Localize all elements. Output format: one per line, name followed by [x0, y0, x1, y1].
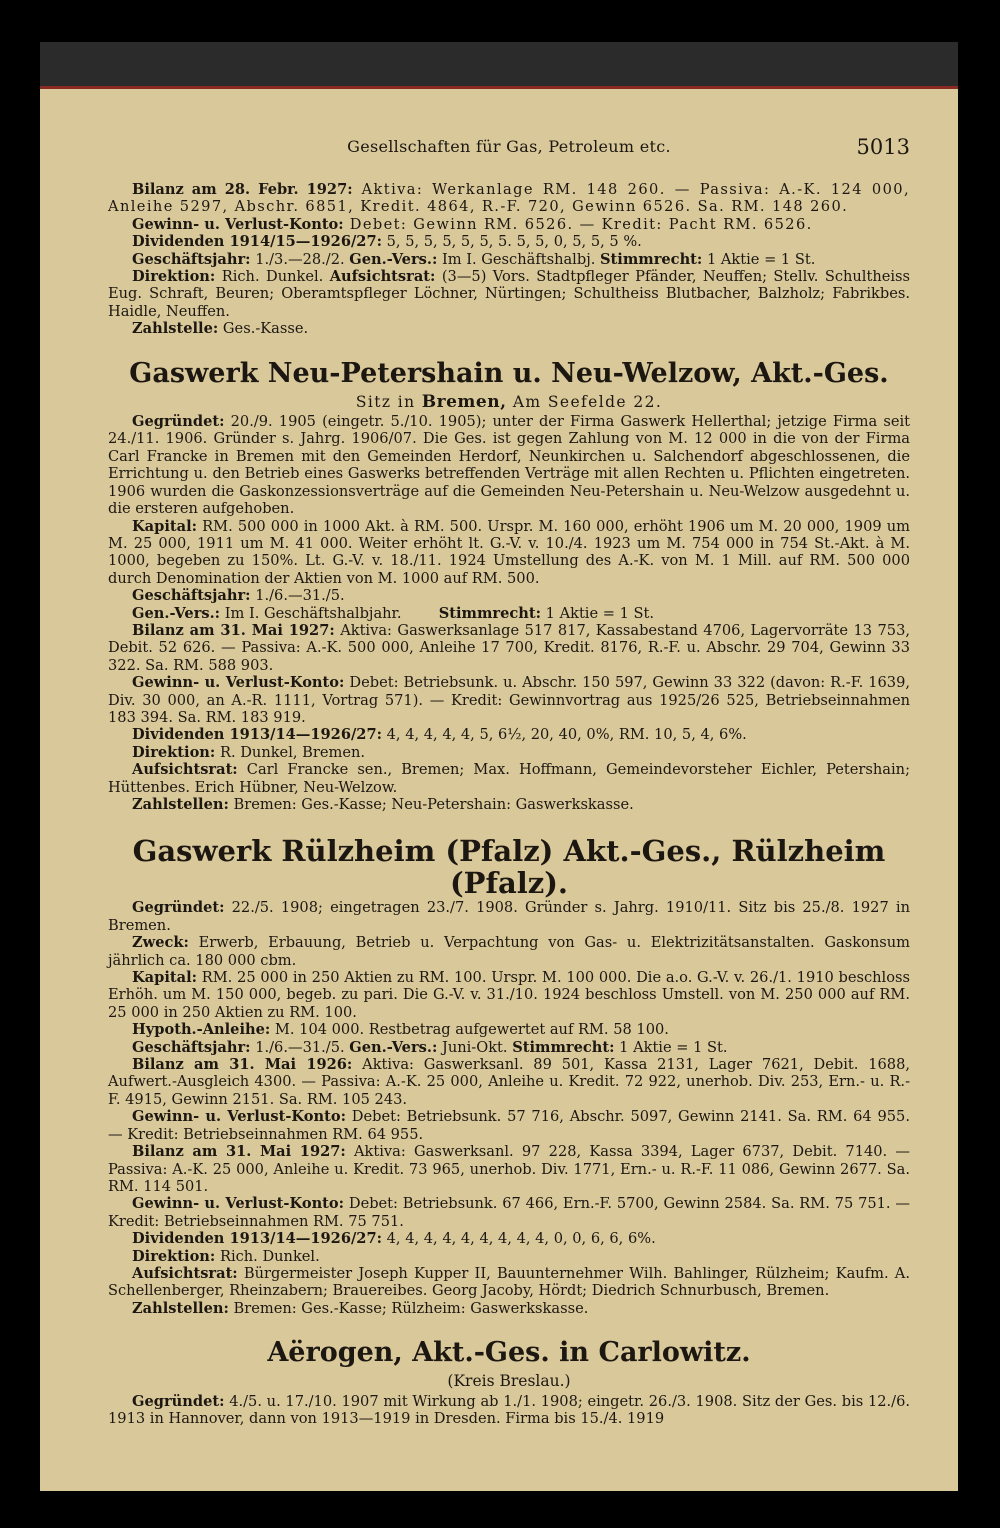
entry-text: R. Dunkel, Bremen.: [215, 743, 365, 761]
entry-text: Aktiva: Gaswerksanl. 97 228, Kassa 3394, Lager 6737, Debit. 7140. — Passiva: A.-K. 25 000, Anleihe u. Kredit. 73 965, unerhob. Div. 1771, Ern.- u. R.-F. 11 086, Gewinn 2677. Sa. RM. 114 501.: [108, 1143, 910, 1195]
entry-label: Gen.-Vers.:: [349, 1038, 438, 1056]
entry-text: 1 Aktie = 1 St.: [614, 1038, 728, 1056]
entry-label: Gen.-Vers.:: [132, 604, 221, 622]
entry-text: 1 Aktie = 1 St.: [541, 604, 655, 622]
page-number: 5013: [856, 135, 910, 159]
entry-label: Aufsichtsrat:: [132, 1264, 238, 1282]
entry-paragraph: [108, 605, 910, 622]
entry-text: Debet: Betriebsunk. 67 466, Ern.-F. 5700, Gewinn 2584. Sa. RM. 75 751. — Kredit: Betriebseinnahmen RM. 75 751.: [108, 1195, 910, 1230]
entry-paragraph: [108, 233, 910, 250]
entry-label: Kapital:: [132, 517, 198, 535]
entry-paragraph: [108, 1300, 910, 1317]
entry-paragraph: [108, 181, 910, 216]
entry-paragraph: [108, 251, 910, 268]
entry-label: Direktion:: [132, 268, 216, 286]
entry-text: Rich. Dunkel.: [215, 1247, 320, 1265]
entry-paragraph: [108, 268, 910, 320]
entry-text: 4, 4, 4, 4, 4, 5, 6½, 20, 40, 0%, RM. 10, 5, 4, 6%.: [382, 726, 747, 744]
entry-text: 5, 5, 5, 5, 5, 5, 5. 5, 5, 0, 5, 5, 5 %.: [382, 233, 642, 251]
seat-city: Bremen,: [421, 391, 507, 412]
entry-label: Zahlstellen:: [132, 796, 229, 813]
company-heading: Aërogen, Akt.-Ges. in Carlowitz.: [267, 1337, 751, 1369]
entry-label: Geschäftsjahr:: [132, 250, 251, 268]
entry-label: Dividenden 1913/14—1926/27:: [132, 726, 382, 744]
entry-paragraph: [108, 1265, 910, 1300]
entry-text: 1./6.—31./5.: [250, 587, 345, 605]
running-header: [108, 137, 910, 163]
entry-paragraph: [108, 1393, 910, 1428]
book-binding: [40, 42, 958, 89]
company-seat: [108, 391, 910, 412]
entry-paragraph: [108, 1230, 910, 1247]
entry-paragraph: [108, 216, 910, 233]
entry-text: Im I. Geschäftshalbj.: [437, 250, 600, 268]
entry-label: Bilanz am 28. Febr. 1927:: [132, 181, 353, 198]
entry-paragraph: [108, 899, 910, 934]
entry-label: Gegründet:: [132, 899, 225, 917]
entry-label: Direktion:: [132, 743, 216, 761]
entry-text: Debet: Betriebsunk. u. Abschr. 150 597, Gewinn 33 322 (davon: R.-F. 1639, Div. 30 000, an A.-R. 1111, Vortrag 571). — Kredit: Gewinnvortrag aus 1925/26 525, Betriebseinnahmen 183 394. Sa. RM. 183 919.: [108, 674, 911, 726]
entry-paragraph: [108, 1143, 910, 1195]
entry-paragraph: [108, 674, 910, 726]
entry-label: Gewinn- u. Verlust-Konto:: [132, 1195, 345, 1213]
entry-label: Bilanz am 31. Mai 1927:: [132, 621, 335, 639]
entry-text: 1./6.—31./5.: [250, 1038, 350, 1056]
entry-label: Zahlstellen:: [132, 1299, 229, 1317]
company-district: (Kreis Breslau.): [447, 1372, 571, 1391]
entry-text: 22./5. 1908; eingetragen 23./7. 1908. Gründer s. Jahrg. 1910/11. Sitz bis 25./8. 1927 in Bremen.: [108, 899, 910, 934]
entry-paragraph: [108, 761, 910, 796]
entry-text: Aktiva: Werkanlage RM. 148 260. — Passiva: A.-K. 124 000, Anleihe 5297, Abschr. 6851, Kredit. 4864, R.-F. 720, Gewinn 6526. Sa. RM. 148 260.: [108, 181, 910, 216]
entry-text: Erwerb, Erbauung, Betrieb u. Verpachtung von Gas- u. Elektrizitätsanstalten. Gaskonsum jährlich ca. 180 000 cbm.: [108, 934, 910, 969]
entry-paragraph: [108, 934, 910, 969]
entry-paragraph: [108, 796, 910, 813]
entry-text: 4./5. u. 17./10. 1907 mit Wirkung ab 1./1. 1908; eingetr. 26./3. 1908. Sitz der Ges. bis 12./6. 1913 in Hannover, dann von 1913—1919 in Dresden. Firma bis 15./4. 1919: [108, 1392, 910, 1427]
entry-text: Debet: Gewinn RM. 6526. — Kredit: Pacht RM. 6526.: [343, 215, 813, 233]
entry-text: RM. 500 000 in 1000 Akt. à RM. 500. Urspr. M. 160 000, erhöht 1906 um M. 20 000, 1909 um M. 25 000, 1911 um M. 41 000. Weiter erhöht lt. G.-V. v. 10./4. 1923 um M. 754 000 in 754 St.-Akt. à M. 1000, begeben zu 150%. Lt. G.-V. v. 18./11. 1924 Umstellung des A.-K. von M. 1 Mill. auf RM. 500 000 durch Denomination der Aktien von M. 1000 auf RM. 500.: [108, 517, 910, 587]
entry-label: Gen.-Vers.:: [349, 250, 438, 268]
page-body: [108, 181, 910, 1427]
entry-paragraph: [108, 587, 910, 604]
company-heading: Gaswerk Neu-Petershain u. Neu-Welzow, Akt.-Ges.: [129, 357, 889, 389]
page: [40, 89, 958, 1491]
entry-paragraph: [108, 744, 910, 761]
company-heading: Gaswerk Rülzheim (Pfalz) Akt.-Ges., Rülzheim (Pfalz).: [132, 834, 886, 901]
entry-label: Zahlstelle:: [132, 320, 219, 338]
seat-prefix: Sitz in: [355, 392, 422, 411]
entry-label: Gewinn- u. Verlust-Konto:: [132, 1108, 346, 1126]
entry-paragraph: [108, 1195, 910, 1230]
entry-label: Gewinn- u. Verlust-Konto:: [132, 674, 345, 692]
entry-label: Gegründet:: [132, 1392, 225, 1410]
entry-label: Gegründet:: [132, 413, 225, 431]
entry-text: Ges.-Kasse.: [218, 320, 309, 338]
entry-text: 4, 4, 4, 4, 4, 4, 4, 4, 4, 0, 0, 6, 6, 6%.: [382, 1230, 656, 1248]
entry-label: Hypoth.-Anleihe:: [132, 1021, 271, 1039]
entry-label: Kapital:: [132, 969, 198, 987]
entry-text: Aktiva: Gaswerksanl. 89 501, Kassa 2131, Lager 7621, Debit. 1688, Aufwert.-Ausgleich 4300. — Passiva: A.-K. 25 000, Anleihe u. Kredit. 72 922, unerhob. Div. 253, Ern.- u. R.-F. 4915, Gewinn 2151. Sa. RM. 105 243.: [108, 1056, 910, 1108]
entry-paragraph: [108, 622, 910, 674]
entry-label: Stimmrecht:: [600, 250, 703, 268]
entry-label: Aufsichtsrat:: [329, 268, 436, 286]
entry-text: Carl Francke sen., Bremen; Max. Hoffmann, Gemeindevorsteher Eichler, Petershain; Hüttenbes. Erich Hübner, Neu-Welzow.: [108, 761, 910, 796]
entry-text: Rich. Dunkel.: [215, 268, 330, 286]
entry-label: Direktion:: [132, 1247, 216, 1265]
seat-address: Am Seefelde 22.: [506, 392, 663, 411]
entry-label: Gewinn- u. Verlust-Konto:: [132, 215, 344, 233]
entry-text: (3—5) Vors. Stadtpfleger Pfänder, Neuffen; Stellv. Schultheiss Eug. Schraft, Beuren; Oberamtspfleger Löchner, Nürtingen; Schultheiss Blutbacher, Balzholz; Fabrikbes. Haidle, Neuffen.: [108, 268, 910, 320]
entry-text: Juni-Okt.: [437, 1038, 513, 1056]
entry-text: 1 Aktie = 1 St.: [702, 250, 816, 268]
entry-label: Dividenden 1914/15—1926/27:: [132, 233, 382, 251]
entry-text: 1./3.—28./2.: [250, 250, 350, 268]
entry-paragraph: [108, 320, 910, 337]
entry-text: Bremen: Ges.-Kasse; Neu-Petershain: Gaswerkskasse.: [228, 796, 634, 813]
entry-label: Dividenden 1913/14—1926/27:: [132, 1230, 382, 1248]
entry-label: Geschäftsjahr:: [132, 587, 251, 605]
running-title: Gesellschaften für Gas, Petroleum etc.: [347, 137, 671, 156]
entry-label: Bilanz am 31. Mai 1927:: [132, 1143, 346, 1161]
entry-paragraph: [108, 413, 910, 517]
entry-label: Stimmrecht:: [512, 1038, 615, 1056]
entry-paragraph: [108, 969, 910, 1021]
entry-paragraph: [108, 1108, 910, 1143]
entry-label: Stimmrecht:: [438, 604, 541, 622]
entry-paragraph: [108, 1021, 910, 1038]
entry-paragraph: [108, 1056, 910, 1108]
entry-text: 20./9. 1905 (eingetr. 5./10. 1905); unter der Firma Gaswerk Hellerthal; jetzige Firma seit 24./11. 1906. Gründer s. Jahrg. 1906/07. Die Ges. ist gegen Zahlung von M. 12 000 in die von der Firma Carl Francke in Bremen mit den Gemeinden Herdorf, Neunkirchen u. Salchendorf abgeschlossenen, die Errichtung u. den Betrieb eines Gaswerks betreffenden Verträge mit allen Rechten u. Pflichten eingetreten. 1906 wurden die Gaskonzessionsverträge auf die Gemeinden Neu-Petershain u. Neu-Welzow ausgedehnt u. die ersteren aufgehoben.: [108, 413, 910, 518]
entry-text: M. 104 000. Restbetrag aufgewertet auf RM. 58 100.: [270, 1021, 669, 1039]
entry-text: Bürgermeister Joseph Kupper II, Bauunternehmer Wilh. Bahlinger, Rülzheim; Kaufm. A. Schellenberger, Rheinzabern; Brauereibes. Georg Jacoby, Hördt; Diedrich Schnurbusch, Bremen.: [108, 1264, 910, 1300]
entry-label: Zweck:: [132, 934, 189, 952]
entry-label: Geschäftsjahr:: [132, 1038, 251, 1056]
entry-text: Aktiva: Gaswerksanlage 517 817, Kassabestand 4706, Lagervorräte 13 753, Debit. 52 626. — Passiva: A.-K. 500 000, Anleihe 17 700, Kredit. 8176, R.-F. u. Abschr. 29 704, Gewinn 33 322. Sa. RM. 588 903.: [108, 621, 910, 674]
entry-text: Bremen: Ges.-Kasse; Rülzheim: Gaswerkskasse.: [228, 1299, 589, 1317]
entry-text: RM. 25 000 in 250 Aktien zu RM. 100. Urspr. M. 100 000. Die a.o. G.-V. v. 26./1. 1910 beschloss Erhöh. um M. 150 000, begeb. zu pari. Die G.-V. v. 31./10. 1924 beschloss Umstell. von M. 250 000 auf RM. 25 000 in 250 Aktien zu RM. 100.: [108, 969, 910, 1021]
entry-paragraph: [108, 726, 910, 743]
entry-paragraph: [108, 1039, 910, 1056]
entry-paragraph: [108, 1248, 910, 1265]
entry-label: Aufsichtsrat:: [132, 761, 238, 779]
entry-label: Bilanz am 31. Mai 1926:: [132, 1056, 353, 1074]
entry-text: Debet: Betriebsunk. 57 716, Abschr. 5097, Gewinn 2141. Sa. RM. 64 955. — Kredit: Betriebseinnahmen RM. 64 955.: [108, 1108, 910, 1143]
entry-text: Im I. Geschäftshalbjahr.: [220, 604, 402, 622]
entry-paragraph: [108, 518, 910, 588]
